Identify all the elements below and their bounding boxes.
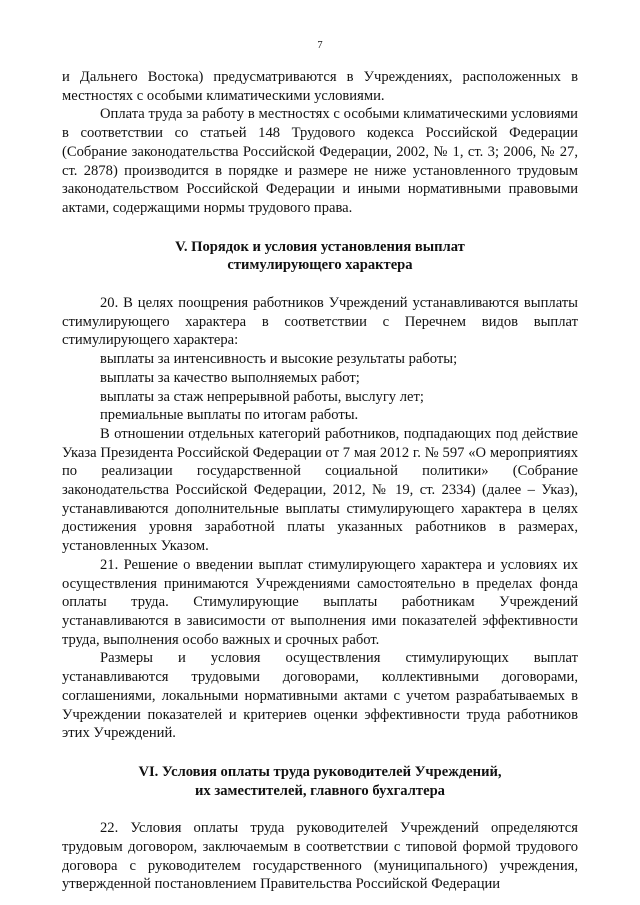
- document-body: [62, 68, 578, 894]
- paragraph-decree: В отношении отдельных категорий работников, подпадающих под действие Указа Президента Российской Федерации от 7 мая 2012 г. № 597 «О мероприятиях по реализации государственной социальной политики» (Собрание законодательства Российской Федерации, 2012, № 19, ст. 2334) (далее – Указ), устанавливаются дополнительные выплаты стимулирующего характера в целях достижения уровня заработной платы указанных работников в размерах, установленных Указом.: [62, 425, 578, 555]
- section-heading-5-line1: V. Порядок и условия установления выплат: [175, 238, 465, 255]
- section-heading-5-line2: стимулирующего характера: [227, 257, 413, 274]
- paragraph-continuation: и Дальнего Востока) предусматриваются в Учреждениях, расположенных в местностях с особыми климатическими условиями.: [62, 69, 578, 104]
- section-heading-5: [62, 238, 578, 275]
- list-item: выплаты за интенсивность и высокие результаты работы;: [100, 351, 458, 368]
- section-heading-6-line1: VI. Условия оплаты труда руководителей Учреждений,: [138, 763, 502, 780]
- paragraph-21: 21. Решение о введении выплат стимулирующего характера и условиях их осуществления принимаются Учреждениями самостоятельно в пределах фонда оплаты труда. Стимулирующие выплаты работникам Учреждений устанавливаются в зависимости от выполнения ими показателей эффективности труда, выполнения особо важных и срочных работ.: [62, 556, 578, 648]
- section-heading-6-line2: их заместителей, главного бухгалтера: [195, 782, 445, 799]
- paragraph-22: 22. Условия оплаты труда руководителей Учреждений определяются трудовым договором, заключаемым в соответствии с типовой формой трудового договора с руководителем государственного (муниципального) учреждения, утвержденной постановлением Правительства Российской Федерации: [62, 820, 578, 893]
- list-item: премиальные выплаты по итогам работы.: [100, 407, 359, 424]
- page-number: 7: [317, 40, 323, 51]
- list-item: выплаты за качество выполняемых работ;: [100, 369, 360, 386]
- list-item: выплаты за стаж непрерывной работы, выслугу лет;: [100, 388, 424, 405]
- paragraph-sizes: Размеры и условия осуществления стимулирующих выплат устанавливаются трудовыми договорами, коллективными договорами, соглашениями, локальными нормативными актами с учетом разрабатываемых в Учреждении показателей и критериев оценки эффективности труда работников этих Учреждений.: [62, 650, 578, 742]
- paragraph-20: 20. В целях поощрения работников Учреждений устанавливаются выплаты стимулирующего характера в соответствии с Перечнем видов выплат стимулирующего характера:: [62, 295, 578, 349]
- section-heading-6: [62, 763, 578, 800]
- paragraph-climate-pay: Оплата труда за работу в местностях с особыми климатическими условиями в соответствии со статьей 148 Трудового кодекса Российской Федерации (Собрание законодательства Российской Федерации, 2002, № 1, ст. 3; 2006, № 27, ст. 2878) производится в порядке и размере не ниже установленного трудовым законодательством Российской Федерации и иными нормативными правовыми актами, содержащими нормы трудового права.: [62, 106, 578, 216]
